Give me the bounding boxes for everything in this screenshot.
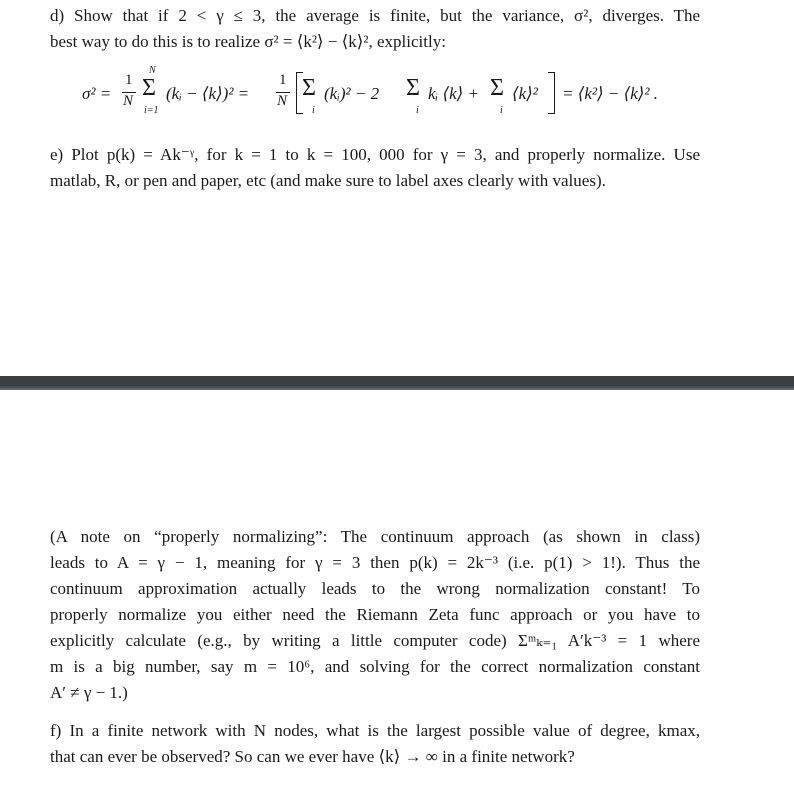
- eq-sub-i-3: i: [500, 105, 503, 116]
- part-f-line-2: that can ever be observed? So can we ever have ⟨k⟩ → ∞ in a finite network?: [50, 747, 575, 766]
- eq-frac1-num: 1: [125, 72, 133, 88]
- eq-sum-bottom: i=1: [144, 105, 159, 116]
- part-d-line-2: best way to do this is to realize σ² = ⟨k²⟩ − ⟨k⟩², explicitly:: [50, 32, 446, 51]
- sum-symbol-1: Σ: [142, 75, 156, 101]
- part-d-paragraph: [50, 3, 700, 55]
- eq-frac2-den: N: [277, 93, 288, 109]
- note-line-3: continuum approximation actually leads to the wrong normalization constant! To: [50, 579, 700, 598]
- variance-equation: [82, 65, 702, 124]
- note-line-1: (A note on “properly normalizing”: The continuum approach (as shown in class): [50, 527, 700, 546]
- note-line-4: properly normalize you either need the Riemann Zeta func approach or you have to: [50, 605, 700, 624]
- note-line-7: A′ ≠ γ − 1.): [50, 683, 128, 702]
- eq-lhs: σ² =: [82, 84, 112, 103]
- part-e-line-1: e) Plot p(k) = Ak⁻ᵞ, for k = 1 to k = 100, 000 for γ = 3, and properly normalize. Use: [50, 145, 700, 164]
- eq-rhs: = ⟨k²⟩ − ⟨k⟩² .: [562, 84, 659, 103]
- eq-inner2: kᵢ ⟨k⟩ +: [428, 84, 480, 103]
- page-divider-bar: [0, 376, 794, 390]
- part-d-line-1: d) Show that if 2 < γ ≤ 3, the average is finite, but the variance, σ², diverges. The: [50, 6, 700, 25]
- eq-sum-top: N: [149, 65, 156, 76]
- part-f-paragraph: [50, 718, 700, 770]
- eq-frac2-num: 1: [279, 72, 287, 88]
- eq-sub-i-1: i: [312, 105, 315, 116]
- right-bracket: [548, 72, 555, 114]
- eq-inner3: ⟨k⟩²: [512, 84, 538, 103]
- normalization-note: [50, 524, 700, 706]
- sum-symbol-3: Σ: [406, 75, 420, 101]
- part-e-paragraph: [50, 142, 700, 194]
- note-line-5: explicitly calculate (e.g., by writing a little computer code) Σᵐₖ₌₁ A′k⁻³ = 1 where: [50, 631, 700, 650]
- eq-inner: (kᵢ)² − 2: [324, 84, 380, 103]
- part-e-line-2: matlab, R, or pen and paper, etc (and make sure to label axes clearly with values).: [50, 171, 606, 190]
- sum-symbol-2: Σ: [302, 75, 316, 101]
- note-line-2: leads to A = γ − 1, meaning for γ = 3 then p(k) = 2k⁻³ (i.e. p(1) > 1!). Thus the: [50, 553, 700, 572]
- eq-frac1-den: N: [123, 93, 134, 109]
- sum-symbol-4: Σ: [490, 75, 504, 101]
- eq-sub-i-2: i: [416, 105, 419, 116]
- part-f-line-1: f) In a finite network with N nodes, what is the largest possible value of degree, kmax,: [50, 721, 700, 740]
- note-line-6: m is a big number, say m = 10⁶, and solving for the correct normalization constant: [50, 657, 700, 676]
- eq-term1: (kᵢ − ⟨k⟩)² =: [166, 84, 250, 103]
